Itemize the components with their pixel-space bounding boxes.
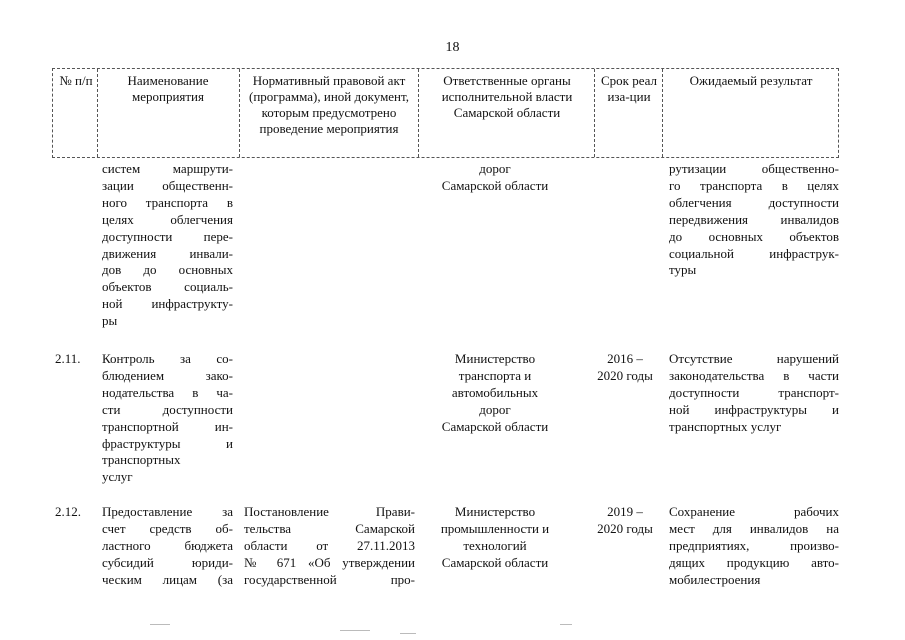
header-term: Срок реализа-ции (600, 73, 658, 104)
column-divider (97, 69, 98, 157)
row3-act: Постановление Прави- тельства Самарской области от 27.11.2013 № 671 «Об утверждении государственной про- (244, 504, 415, 587)
column-divider (594, 69, 595, 157)
page-number: 18 (445, 40, 460, 55)
row2-term: 2016 – 2020 годы (597, 351, 653, 383)
row2-org: Министерство транспорта и автомобильных дорог Самарской области (441, 351, 549, 434)
header-org: Ответственные органы исполнительной власти Самарской области (441, 73, 573, 120)
column-divider (239, 69, 240, 157)
row3-org: Министерство промышленности и технологий Самарской области (440, 504, 550, 570)
header-act: Нормативный правовой акт (программа), иной документ, которым предусмотрено проведение мероприятия (249, 73, 409, 136)
row-number: 2.11. (55, 351, 81, 366)
header-name: Наименование мероприятия (127, 73, 209, 104)
scan-artifact (340, 630, 370, 631)
row1-name: систем маршрути- зации общественн- ного транспорта в целях облегчения доступности пере- движения инвали- дов до основных объектов социаль- ной инфраструкту- ры (102, 161, 233, 329)
row3-result: Сохранение рабочих мест для инвалидов на предприятиях, произво- дящих продукцию авто- мобилестроения (669, 504, 839, 587)
row3-term: 2019 – 2020 годы (597, 504, 653, 536)
table-header (52, 68, 839, 158)
row3-name: Предоставление за счет средств об- ластного бюджета субсидий юриди- ческим лицам (за (102, 504, 233, 587)
column-divider (418, 69, 419, 157)
scan-artifact (400, 633, 416, 634)
row2-name: Контроль за со- блюдением зако- нодательства в ча- сти доступности транспортной ин- фраструктуры и транспортных услуг (102, 351, 233, 485)
header-result: Ожидаемый результат (689, 73, 813, 88)
row1-org: дорог Самарской области (441, 161, 549, 193)
scan-artifact (150, 624, 170, 625)
scan-artifact (560, 624, 572, 625)
row2-result: Отсутствие нарушений законодательства в части доступности транспорт- ной инфраструктуры и транспортных услуг (669, 351, 839, 434)
column-divider (662, 69, 663, 157)
row1-result: рутизации общественно- го транспорта в целях облегчения доступности передвижения инвалидов до основных объектов социальной инфраструк- туры (669, 161, 839, 278)
header-num: № п/п (59, 73, 93, 88)
row-number: 2.12. (55, 504, 81, 519)
